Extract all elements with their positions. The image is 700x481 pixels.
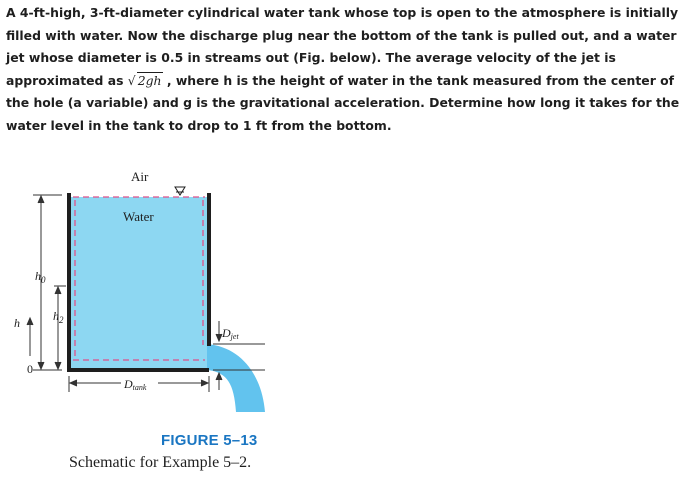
zero-label: 0: [27, 362, 33, 376]
water-jet: [207, 344, 265, 412]
h-dimension: [27, 318, 33, 356]
h2-dimension: [54, 286, 66, 369]
h-label: h: [14, 316, 20, 330]
sqrt-symbol: √: [127, 72, 136, 88]
free-surface-icon: [175, 187, 185, 195]
figure-caption-title: FIGURE 5–13: [161, 432, 258, 449]
d-tank-label: Dtank: [124, 377, 147, 392]
sqrt-expression: 2gh: [137, 72, 162, 88]
d-jet-label: Djet: [222, 326, 239, 341]
h2-label: $h_2$: [53, 309, 64, 325]
air-label: Air: [131, 169, 149, 184]
figure-caption-text: Schematic for Example 5–2.: [69, 454, 252, 471]
h0-label: $h_0$: [35, 269, 46, 285]
problem-text-before: A 4-ft-high, 3-ft-diameter cylindrical water tank whose top is open to the atmosphere is initially filled with water. Now the discharge plug near the bottom of the tank is pulled out, and a water jet whose diameter is 0.5 in streams out (Fig. below). The average velocity of the jet is approximated as: [6, 5, 679, 88]
water-label: Water: [123, 209, 154, 224]
problem-text-after: , where h is the height of water in the tank measured from the center of the hole (a variable) and g is the gravitational acceleration. Determine how long it takes for the water level in the tank to drop to 1 ft from the bottom.: [6, 72, 680, 133]
